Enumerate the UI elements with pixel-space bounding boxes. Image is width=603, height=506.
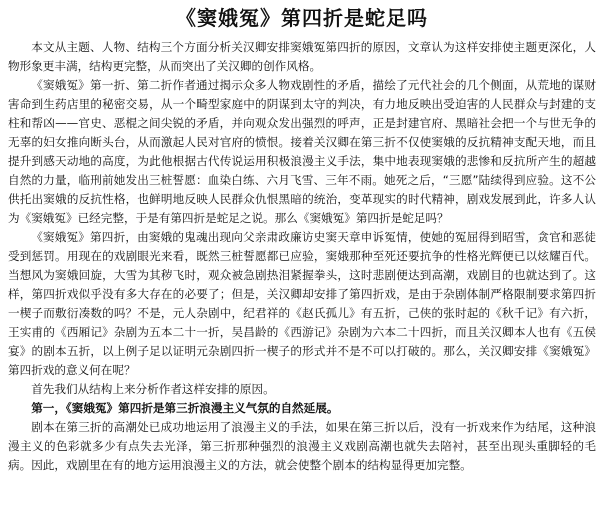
paragraph-body-2: 《窦娥冤》第四折，由窦娥的鬼魂出现向父亲肃政廉访史窦天章申诉冤情，使她的冤屈得到昭雪，贪官和恶徒受到惩罚。用现在的戏剧眼光来看，既然三桩誓愿都已应验，窦娥那种至死还要抗争的性格光辉便已以炫耀百代。当想风为窦娥回旋，大雪为其秽飞时，观众被急剧热泪紧握拳头，这时悲剧便达到高潮，戏剧目的也就达到了。这样，第四折戏似乎没有多大存在的必要了；但是，关汉卿却安排了第四折戏，是由于杂剧体制严格限制要求第四折一楔子而敷衍凑数的吗？不是，元人杂剧中，纪君祥的《赵氏孤儿》有五折，己侠的张时起的《秋千记》有六折，王实甫的《西厢记》杂剧为五本二十一折，吴昌龄的《西游记》杂剧为六本二十四折，而且关汉卿本人也有《五侯宴》的剧本五折，以上例子足以证明元杂剧四折一楔子的形式并不是不可以打破的。那么，关汉卿安排《窦娥冤》第四折戏的意义何在呢？: [8, 230, 596, 377]
section-heading: 第一，《窦娥冤》第四折是第三折浪漫主义气氛的自然延展。: [31, 401, 339, 415]
document-page: [8, 4, 596, 475]
paragraph-body-3: 首先我们从结构上来分析作者这样安排的原因。: [31, 382, 275, 396]
paragraph-body-1: 《窦娥冤》第一折、第二折作者通过揭示众多人物戏剧性的矛盾，描绘了元代社会的几个侧面，从荒地的谋财害命到生药店里的秘密交易，从一个畸型家庭中的阴谋到太守的判决，有力地反映出受迫害的人民群众与封建的支柱和帮凶——官史、恶棍之间尖锐的矛盾，并向观众发出强烈的呼声，正是封建官府、黑暗社会把一个与世无争的无辜的妇女推向断头台，从而激起人民对官府的愤恨。接着关汉卿在第三折不仅使窦娥的反抗精神支配天地，而且提升到感天动地的高度，为此他根据古代传说运用积极浪漫主义手法，集中地表现窦娥的悲惨和反抗所产生的超越自然的力量，临刑前她发出三桩誓愿：血染白练、六月飞雪、三年不雨。她死之后，“三愿”陆续得到应验。这不公供托出窦娥的反抗性格，也鲜明地反映人民群众仇恨黑暗的统治，变革现实的时代精神，剧戏发展到此，许多人认为《窦娥冤》已经完整，于是有第四折是蛇足之说。那么《窦娥冤》第四折是蛇足吗？: [8, 78, 596, 225]
document-title: 《窦娥冤》第四折是蛇足吗: [176, 6, 428, 30]
paragraph-body-4: 剧本在第三折的高潮处已成功地运用了浪漫主义的手法，如果在第三折以后，没有一折戏来作为结尾，这种浪漫主义的色彩就多少有点失去光泽，第三折那种强烈的浪漫主义戏剧高潮也就失去陪衬，甚至出现头重脚轻的毛病。因此，戏剧里在有的地方运用浪漫主义的方法，就会使整个剧本的结构显得更加完整。: [8, 420, 596, 472]
paragraph-abstract: 本文从主题、人物、结构三个方面分析关汉卿安排窦娥冤第四折的原因，文章认为这样安排使主题更深化，人物形象更丰满，结构更完整，从而突出了关汉卿的创作风格。: [8, 40, 596, 73]
